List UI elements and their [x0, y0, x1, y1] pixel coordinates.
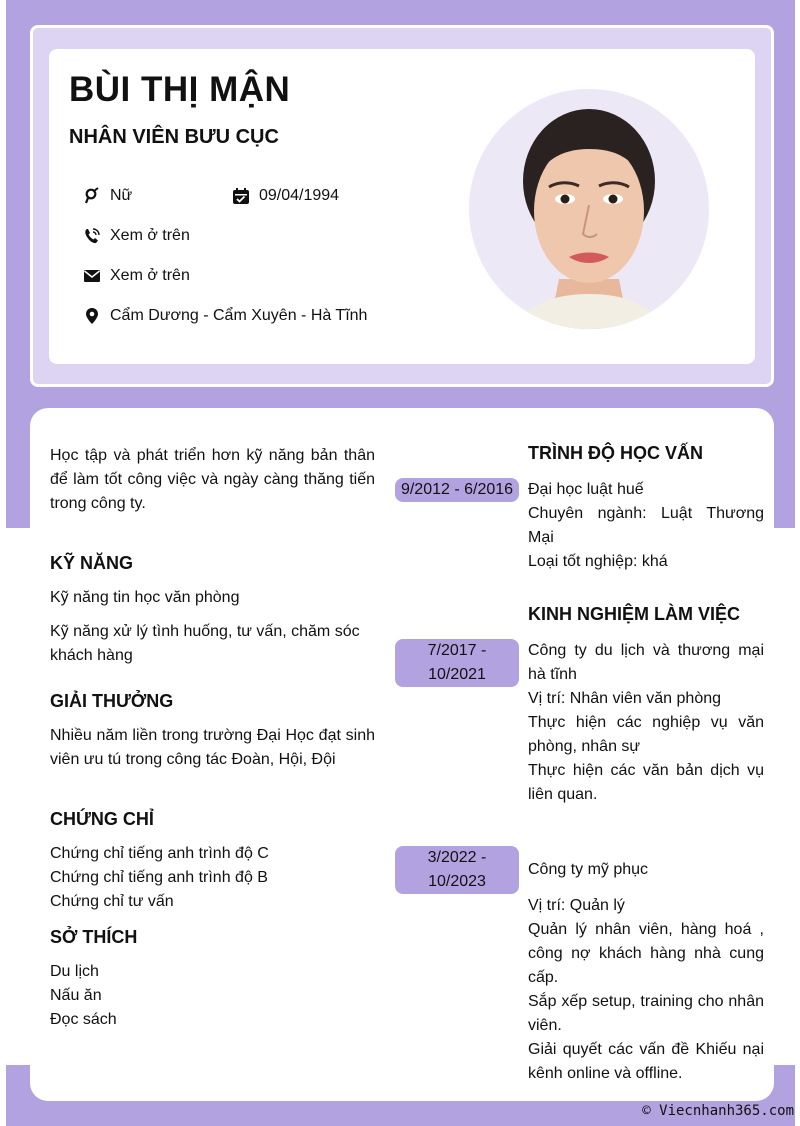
candidate-position: NHÂN VIÊN BƯU CỤC — [69, 126, 279, 148]
hobbies-heading: SỞ THÍCH — [50, 927, 138, 947]
education-heading: TRÌNH ĐỘ HỌC VẤN — [528, 443, 703, 463]
email-icon — [83, 267, 101, 285]
experience-heading: KINH NGHIỆM LÀM VIỆC — [528, 604, 741, 624]
email-info — [83, 267, 190, 285]
awards-text: Nhiều năm liền trong trường Đại Học đạt sinh viên ưu tú trong công tác Đoàn, Hội, Đội — [50, 727, 375, 768]
gender-value: Nữ — [110, 187, 133, 204]
candidate-name: BÙI THỊ MẬN — [69, 70, 291, 109]
certificate-item: Chứng chỉ tiếng anh trình độ B — [50, 869, 268, 886]
skills-heading: KỸ NĂNG — [50, 553, 134, 573]
job-period-end: 10/2021 — [428, 666, 486, 683]
phone-value: Xem ở trên — [110, 227, 190, 244]
job-period — [395, 639, 519, 687]
education-period: 9/2012 - 6/2016 — [395, 478, 519, 502]
calendar-icon — [232, 187, 250, 205]
hobby-item: Đọc sách — [50, 1011, 117, 1028]
certificate-item: Chứng chỉ tư vấn — [50, 893, 174, 910]
job-duty: Thực hiện các văn bản dịch vụ liên quan. — [528, 762, 764, 803]
birthday-value: 09/04/1994 — [259, 187, 340, 204]
gender-info — [83, 187, 132, 205]
phone-icon — [83, 227, 101, 245]
email-value: Xem ở trên — [110, 267, 190, 284]
job-period-start: 3/2022 - — [427, 849, 487, 866]
job-company: Công ty du lịch và thương mại hà tĩnh — [528, 642, 764, 683]
job-duty: Quản lý nhân viên, hàng hoá , công nợ khách hàng nhà cung cấp. — [528, 921, 764, 986]
skill-item: Kỹ năng tin học văn phòng — [50, 589, 240, 606]
job-period — [395, 846, 519, 894]
location-icon — [83, 307, 101, 325]
job-duty: Sắp xếp setup, training cho nhân viên. — [528, 993, 764, 1034]
profile-photo — [469, 89, 709, 329]
education-grade: Loại tốt nghiệp: khá — [528, 553, 668, 570]
hobby-item: Nấu ăn — [50, 987, 102, 1004]
career-objective: Học tập và phát triển hơn kỹ năng bản thân để làm tốt công việc và ngày càng thăng tiến trong công ty. — [50, 447, 375, 512]
education-major: Chuyên ngành: Luật Thương Mại — [528, 505, 764, 546]
job-duty: Thực hiện các nghiệp vụ văn phòng, nhân sự — [528, 714, 764, 755]
birthday-info — [232, 187, 339, 205]
address-info — [83, 307, 367, 325]
hobby-item: Du lịch — [50, 963, 99, 980]
awards-heading: GIẢI THƯỞNG — [50, 691, 174, 711]
job-period-end: 10/2023 — [428, 873, 486, 890]
skill-item: Kỹ năng xử lý tình huống, tư vấn, chăm sóc khách hàng — [50, 623, 360, 664]
job-period-start: 7/2017 - — [427, 642, 487, 659]
job-company: Công ty mỹ phục — [528, 861, 649, 878]
job-role: Vị trí: Quản lý — [528, 897, 625, 914]
gender-icon — [83, 187, 101, 205]
education-school: Đại học luật huế — [528, 481, 644, 498]
certificate-item: Chứng chỉ tiếng anh trình độ C — [50, 845, 269, 862]
address-value: Cẩm Dương - Cẩm Xuyên - Hà Tĩnh — [110, 307, 368, 324]
phone-info — [83, 227, 190, 245]
copyright-text: © Viecnhanh365.com — [642, 1103, 794, 1119]
certificates-heading: CHỨNG CHỈ — [50, 809, 154, 829]
job-duty: Giải quyết các vấn đề Khiếu nại kênh online và offline. — [528, 1041, 764, 1082]
job-role: Vị trí: Nhân viên văn phòng — [528, 690, 722, 707]
